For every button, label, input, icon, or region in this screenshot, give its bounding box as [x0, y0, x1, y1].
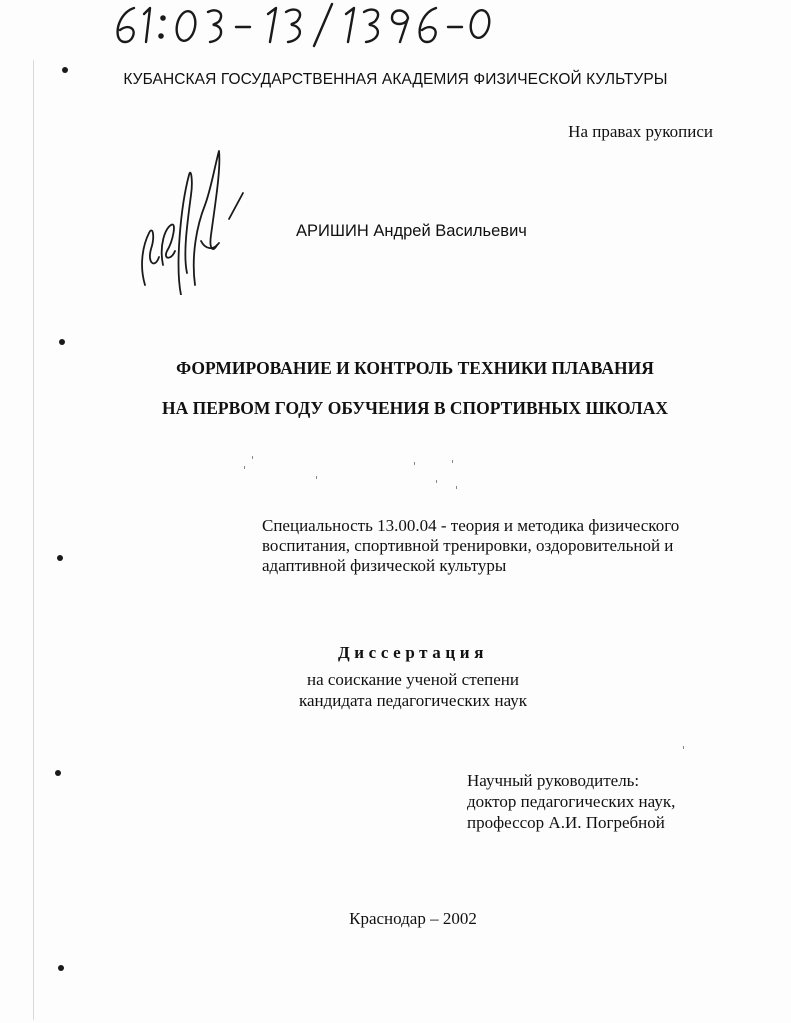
dissertation-heading: Диссертация [337, 643, 488, 662]
supervisor-label: Научный руководитель: [467, 771, 640, 790]
rights-note: На правах рукописи [568, 122, 713, 141]
place-and-year: Краснодар – 2002 [349, 909, 477, 928]
dissertation-degree-line-1: на соискание ученой степени [306, 670, 520, 689]
supervisor-name: профессор А.И. Погребной [467, 813, 665, 832]
scan-speck [244, 466, 245, 469]
supervisor-degree: доктор педагогических наук, [467, 792, 676, 811]
author-name: АРИШИН Андрей Васильевич [296, 222, 527, 240]
scan-edge-line [33, 60, 34, 1020]
handwritten-archive-number [108, 0, 528, 50]
thesis-title-line-2: НА ПЕРВОМ ГОДУ ОБУЧЕНИЯ В СПОРТИВНЫХ ШКОЛАХ [162, 398, 668, 418]
scan-speck [436, 480, 437, 483]
scan-speck [683, 746, 684, 749]
binder-dot [57, 555, 63, 561]
scan-speck [452, 460, 453, 463]
supervisor-block [467, 770, 767, 833]
binder-dot [55, 770, 61, 776]
binder-dot [59, 339, 65, 345]
handwritten-signature [125, 145, 255, 295]
scan-speck [316, 476, 317, 479]
thesis-title-line-1: ФОРМИРОВАНИЕ И КОНТРОЛЬ ТЕХНИКИ ПЛАВАНИЯ [176, 358, 654, 378]
specialty-statement: Специальность 13.00.04 - теория и методика физического воспитания, спортивной тренировки, оздоровительной и адаптивной физической культуры [262, 516, 680, 575]
scan-speck [414, 462, 415, 465]
scan-speck [252, 456, 253, 459]
binder-dot [58, 965, 64, 971]
scan-speck [456, 486, 457, 489]
dissertation-degree-line-2: кандидата педагогических наук [298, 691, 528, 710]
institution-name: КУБАНСКАЯ ГОСУДАРСТВЕННАЯ АКАДЕМИЯ ФИЗИЧЕСКОЙ КУЛЬТУРЫ [123, 71, 668, 88]
